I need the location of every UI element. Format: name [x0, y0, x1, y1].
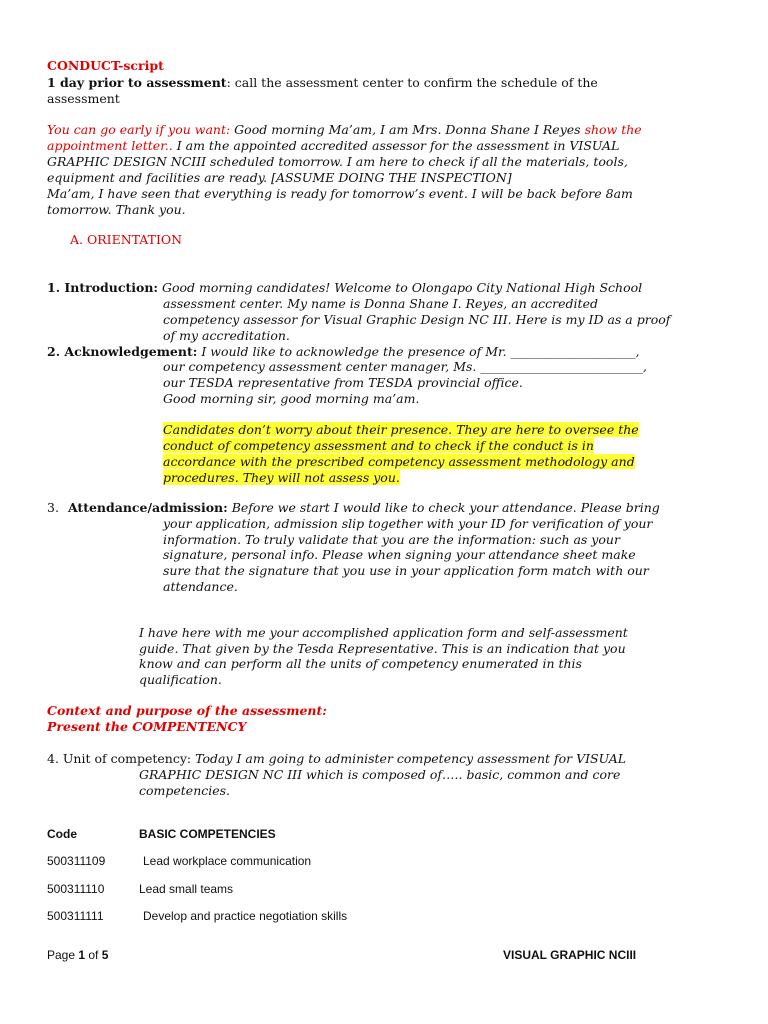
highlight-text-1: Candidates don’t worry about their presence. They are here to oversee the [163, 422, 639, 437]
table-row-code: 500311111 [47, 909, 104, 923]
item-attendance-text: Before we start I would like to check your attendance. Please bring [227, 500, 660, 515]
footer-doc-name: VISUAL GRAPHIC NCIII [503, 948, 637, 962]
item-attendance-line-3: information. To truly validate that you are the information: such as your [163, 532, 620, 547]
item-acknowledgement-label: 2. Acknowledgement: [47, 344, 198, 359]
early-line-6: tomorrow. Thank you. [47, 202, 186, 217]
item-attendance-line-6: attendance. [163, 579, 238, 594]
table-header-basic: BASIC COMPETENCIES [139, 827, 276, 841]
item-acknowledgement [47, 344, 640, 360]
table-row-title: Lead workplace communication [143, 854, 312, 868]
page-of: of [85, 948, 102, 962]
application-line-3: know and can perform all the units of competency enumerated in this [139, 656, 582, 671]
early-line-4: equipment and facilities are ready. [ASSUME DOING THE INSPECTION] [47, 170, 512, 185]
item-introduction-text: Good morning candidates! Welcome to Olongapo City National High School [158, 280, 643, 295]
early-line-3: GRAPHIC DESIGN NCIII scheduled tomorrow. I am here to check if all the materials, tools, [47, 154, 628, 169]
highlight-text-3: accordance with the prescribed competency assessment methodology and [163, 454, 635, 469]
highlight-text-2: conduct of competency assessment and to check if the conduct is in [163, 438, 594, 453]
item-unit-text: Today I am going to administer competency assessment for VISUAL [191, 751, 627, 766]
item-attendance [47, 500, 660, 516]
table-row-title: Develop and practice negotiation skills [143, 909, 348, 923]
application-line-4: qualification. [139, 672, 222, 687]
highlight-line-1 [163, 422, 639, 438]
item-acknowledgement-line-4: Good morning sir, good morning ma’am. [163, 391, 420, 406]
item-unit-line-3: competencies. [139, 783, 231, 798]
context-heading: Context and purpose of the assessment: [47, 703, 327, 718]
item-attendance-line-5: sure that the signature that you use in your application form match with our [163, 563, 649, 578]
page-indicator [47, 947, 108, 963]
early-text: Good morning Ma’am, I am Mrs. Donna Shane I Reyes [230, 122, 585, 137]
item-introduction [47, 280, 642, 296]
script-title: CONDUCT-script [47, 58, 164, 73]
prior-line [47, 75, 598, 91]
item-acknowledgement-line-3: our TESDA representative from TESDA provincial office. [163, 375, 523, 390]
item-attendance-line-2: your application, admission slip together with your ID for verification of your [163, 516, 653, 531]
early-line-2 [47, 138, 619, 154]
item-attendance-number: 3. [47, 500, 59, 515]
table-header-code: Code [47, 827, 77, 841]
table-row-code: 500311109 [47, 854, 106, 868]
highlight-line-3 [163, 454, 635, 470]
item-attendance-line-4: signature, personal info. Please when signing your attendance sheet make [163, 547, 636, 562]
page-number: 1 [78, 948, 86, 962]
prior-label: 1 day prior to assessment [47, 75, 227, 90]
early-red-note-2: appointment letter.. [47, 138, 173, 153]
application-line-1: I have here with me your accomplished application form and self-assessment [139, 625, 628, 640]
early-red-note: show the [584, 122, 642, 137]
item-acknowledgement-text: I would like to acknowledge the presence of Mr. ____________________, [197, 344, 640, 359]
item-acknowledgement-line-2: our competency assessment center manager, Ms. __________________________, [163, 359, 647, 374]
early-text-2: I am the appointed accredited assessor for the assessment in VISUAL [172, 138, 620, 153]
item-introduction-line-3: competency assessor for Visual Graphic Design NC III. Here is my ID as a proof [163, 312, 671, 327]
prior-text: : call the assessment center to confirm the schedule of the [226, 75, 598, 90]
table-row-code: 500311110 [47, 882, 105, 896]
present-competency-heading: Present the COMPENTENCY [47, 719, 247, 734]
page-total: 5 [101, 948, 109, 962]
page-prefix: Page [47, 948, 79, 962]
table-row-title: Lead small teams [139, 882, 234, 896]
early-label: You can go early if you want: [47, 122, 231, 137]
early-line-5: Ma’am, I have seen that everything is ready for tomorrow’s event. I will be back before 8am [47, 186, 633, 201]
highlight-text-4: procedures. They will not assess you. [163, 470, 400, 485]
early-line-1 [47, 122, 642, 138]
application-line-2: guide. That given by the Tesda Representative. This is an indication that you [139, 641, 626, 656]
item-unit-of-competency [47, 751, 626, 767]
item-introduction-line-2: assessment center. My name is Donna Shane I. Reyes, an accredited [163, 296, 598, 311]
item-unit-label: 4. Unit of competency: [47, 751, 192, 766]
prior-text-cont: assessment [47, 91, 120, 106]
item-unit-line-2: GRAPHIC DESIGN NC III which is composed of….. basic, common and core [139, 767, 621, 782]
highlight-line-4 [163, 470, 400, 486]
section-orientation: A. ORIENTATION [70, 232, 183, 247]
highlight-line-2 [163, 438, 594, 454]
item-introduction-label: 1. Introduction: [47, 280, 159, 295]
item-introduction-line-4: of my accreditation. [163, 328, 290, 343]
item-attendance-label: Attendance/admission: [67, 500, 228, 515]
